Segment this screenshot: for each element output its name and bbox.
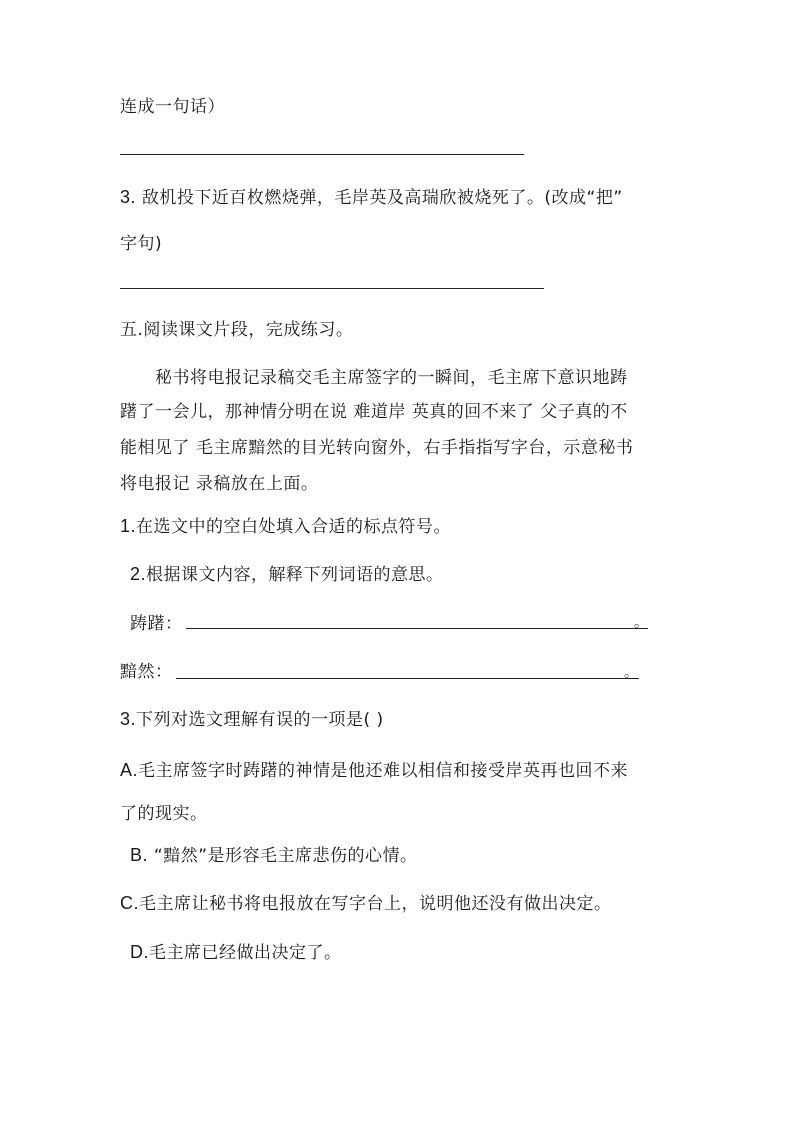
- option-c-text: 毛主席让秘书将电报放在写字台上，说明他还没有做出决定。: [139, 894, 612, 914]
- answer-line-q2: [120, 154, 524, 155]
- question-3-line1: [120, 185, 623, 210]
- option-d-letter: D.: [130, 942, 149, 962]
- task-2-text: 根据课文内容，解释下列词语的意思。: [146, 565, 444, 585]
- task-2: [130, 562, 444, 587]
- task-3-number: 3.: [120, 709, 137, 729]
- option-a-line1: [120, 758, 628, 783]
- word-label-anran: 黯然：: [120, 662, 173, 682]
- option-d-text: 毛主席已经做出决定了。: [149, 943, 342, 963]
- option-c-letter: C.: [120, 893, 139, 913]
- period-mark-2: 。: [624, 665, 638, 681]
- passage-line-3: 能相见了 毛主席黯然的目光转向窗外，右手指指写字台，示意秘书: [120, 438, 634, 458]
- option-b-text: “黯然”是形容毛主席悲伤的心情。: [148, 846, 418, 866]
- section-5-heading: 五.阅读课文片段，完成练习。: [120, 320, 354, 340]
- answer-line-chouchu: [186, 628, 648, 629]
- task-2-number: 2.: [130, 564, 147, 584]
- passage-line-4: 将电报记 录稿放在上面。: [120, 474, 319, 494]
- option-b: [130, 843, 418, 868]
- passage-line-1: 秘书将电报记录稿交毛主席签字的一瞬间，毛主席下意识地踌: [155, 368, 628, 388]
- task-1: [120, 514, 451, 539]
- task-1-number: 1.: [120, 516, 137, 536]
- question-3-text: 敌机投下近百枚燃烧弹，毛岸英及高瑞欣被烧死了。(改成“把”: [136, 188, 623, 208]
- option-b-letter: B.: [130, 845, 149, 865]
- option-a-letter: A.: [120, 760, 139, 780]
- option-c: [120, 891, 612, 916]
- task-3-text: 下列对选文理解有误的一项是( ): [136, 710, 384, 730]
- question-3-number: 3.: [120, 187, 137, 207]
- option-a-text: 毛主席签字时踌躇的神情是他还难以相信和接受岸英再也回不来: [138, 761, 629, 781]
- task-1-text: 在选文中的空白处填入合适的标点符号。: [136, 517, 452, 537]
- answer-line-q3: [120, 288, 544, 289]
- question-3-line2: 字句): [120, 234, 163, 254]
- period-mark-1: 。: [634, 615, 648, 631]
- answer-line-anran: [176, 678, 639, 679]
- passage-line-2: 躇了一会儿，那神情分明在说 难道岸 英真的回不来了 父子真的不: [120, 402, 628, 422]
- word-label-chouchu: 踌躇：: [130, 614, 183, 634]
- task-3: [120, 707, 384, 732]
- option-d: [130, 940, 342, 965]
- option-a-line2: 了的现实。: [120, 804, 208, 824]
- question-2-tail: 连成一句话）: [120, 97, 225, 117]
